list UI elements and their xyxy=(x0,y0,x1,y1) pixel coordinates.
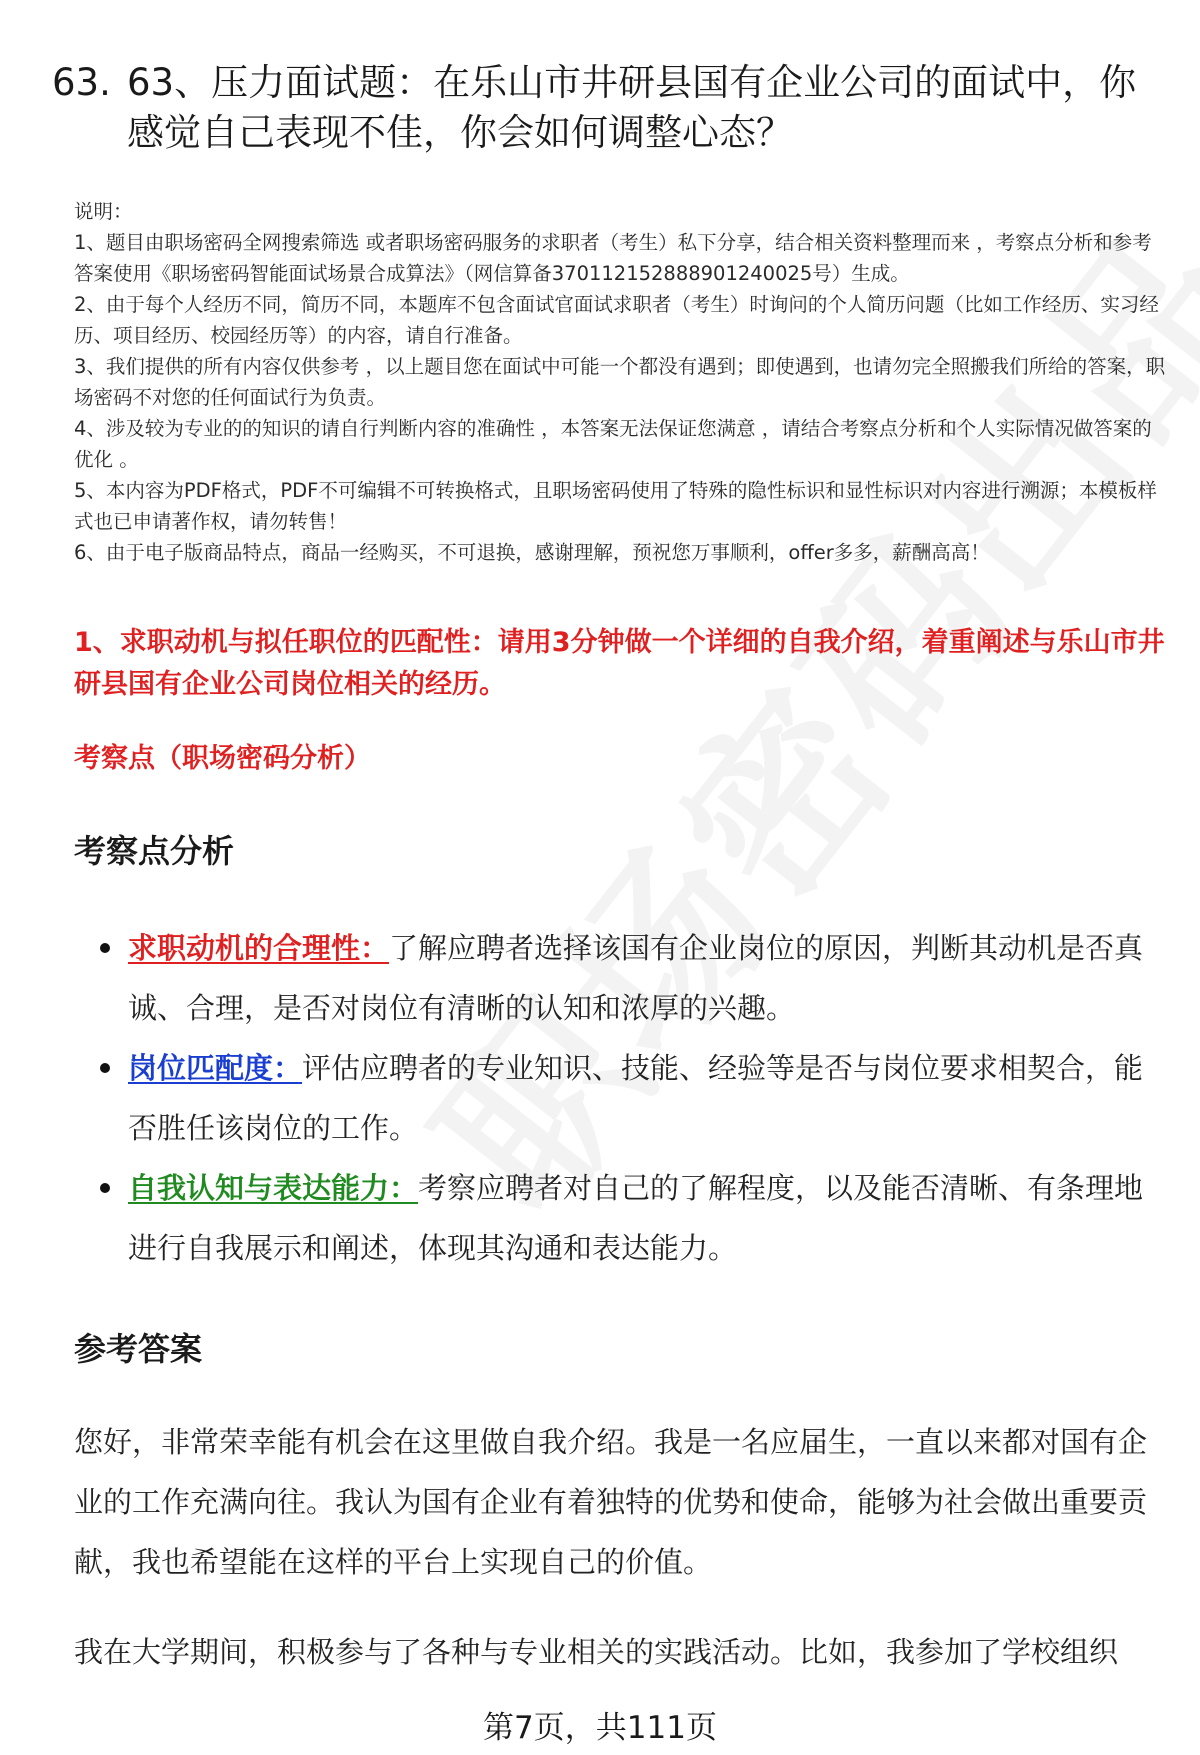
analysis-item xyxy=(100,1038,1170,1158)
question-number: 63. xyxy=(52,61,111,104)
analysis-item-text: 了解应聘者选择该国有企业岗位的原因，判断其动机是否真诚、合理，是否对岗位有清晰的认知和浓厚的兴趣。 xyxy=(128,931,1144,1025)
question-text: 63、压力面试题：在乐山市井研县国有企业公司的面试中，你感觉自己表现不佳，你会如何调整心态？ xyxy=(127,61,1137,154)
notes-line: 4、涉及较为专业的的知识的请自行判断内容的准确性 ，本答案无法保证您满意 ，请结合考察点分析和个人实际情况做答案的优化 。 xyxy=(74,417,1152,471)
notes-block xyxy=(74,196,1169,568)
analysis-item-key: 求职动机的合理性： xyxy=(128,931,390,965)
notes-line: 3、我们提供的所有内容仅供参考 ，以上题目您在面试中可能一个都没有遇到；即使遇到，也请勿完全照搬我们所给的答案，职场密码不对您的任何面试行为负责。 xyxy=(74,355,1166,409)
analysis-item-key: 自我认知与表达能力： xyxy=(128,1171,419,1205)
kaochadian-label: 考察点（职场密码分析） xyxy=(74,743,371,774)
bullet-dot-icon xyxy=(100,1063,110,1073)
question-title xyxy=(52,58,1162,158)
analysis-heading: 考察点分析 xyxy=(74,832,235,870)
bullet-dot-icon xyxy=(100,943,110,953)
notes-line: 5、本内容为PDF格式，PDF不可编辑不可转换格式，且职场密码使用了特殊的隐性标识和显性标识对内容进行溯源；本模板样式也已申请著作权，请勿转售！ xyxy=(74,479,1157,533)
answer-heading: 参考答案 xyxy=(74,1330,203,1368)
answer-paragraph: 您好，非常荣幸能有机会在这里做自我介绍。我是一名应届生，一直以来都对国有企业的工作充满向往。我认为国有企业有着独特的优势和使命，能够为社会做出重要贡献，我也希望能在这样的平台上实现自己的价值。 xyxy=(74,1425,1148,1579)
analysis-item xyxy=(100,1158,1170,1278)
analysis-item-text: 考察应聘者对自己的了解程度，以及能否清晰、有条理地进行自我展示和阐述，体现其沟通和表达能力。 xyxy=(128,1171,1144,1265)
analysis-item-key: 岗位匹配度： xyxy=(128,1051,303,1085)
notes-line: 说明： xyxy=(74,200,133,223)
notes-line: 2、由于每个人经历不同，简历不同，本题库不包含面试官面试求职者（考生）时询问的个人简历问题（比如工作经历、实习经历、项目经历、校园经历等）的内容，请自行准备。 xyxy=(74,293,1159,347)
notes-line: 1、题目由职场密码全网搜索筛选 或者职场密码服务的求职者（考生）私下分享，结合相关资料整理而来 ，考察点分析和参考答案使用《职场密码智能面试场景合成算法》（网信算备370112152888901240025号）生成。 xyxy=(74,231,1152,285)
answer-paragraph: 我在大学期间，积极参与了各种与专业相关的实践活动。比如，我参加了学校组织 xyxy=(74,1635,1119,1669)
notes-line: 6、由于电子版商品特点，商品一经购买，不可退换，感谢理解，预祝您万事顺利，offer多多，薪酬高高！ xyxy=(74,541,990,564)
analysis-item xyxy=(100,918,1170,1038)
bullet-dot-icon xyxy=(100,1183,110,1193)
analysis-item-text: 评估应聘者的专业知识、技能、经验等是否与岗位要求相契合，能否胜任该岗位的工作。 xyxy=(128,1051,1144,1145)
answer-body xyxy=(74,1412,1169,1712)
page-footer: 第7页，共111页 xyxy=(483,1710,717,1746)
analysis-list xyxy=(100,918,1170,1278)
section-question: 1、求职动机与拟任职位的匹配性：请用3分钟做一个详细的自我介绍，着重阐述与乐山市井研县国有企业公司岗位相关的经历。 xyxy=(74,627,1165,700)
